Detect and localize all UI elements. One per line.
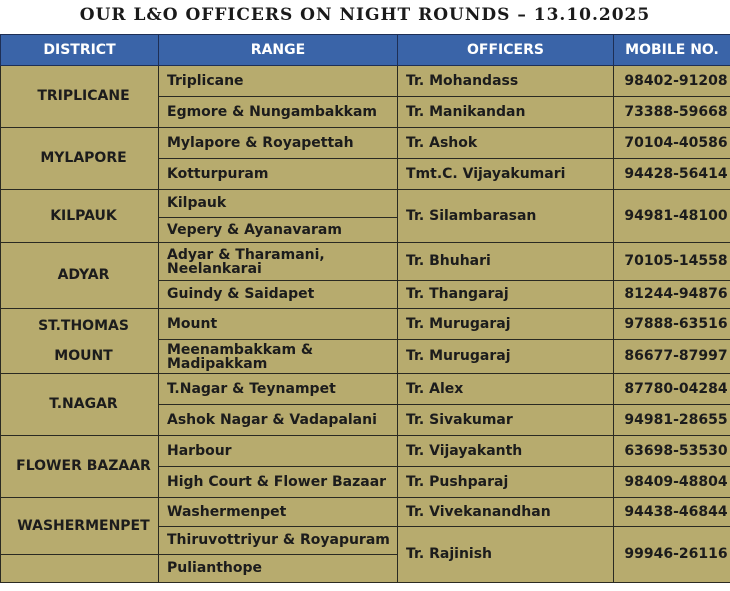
officer-cell: Tr. Sivakumar xyxy=(398,405,614,436)
table-row xyxy=(1,498,730,527)
mobile-cell: 70105-14558 xyxy=(614,243,730,281)
range-cell: T.Nagar & Teynampet xyxy=(159,374,398,405)
mobile-cell: 98402-91208 xyxy=(614,66,730,97)
officer-cell: Tr. Manikandan xyxy=(398,97,614,128)
range-cell: Harbour xyxy=(159,436,398,467)
mobile-cell: 94981-48100 xyxy=(614,190,730,243)
officer-cell: Tr. Vivekanandhan xyxy=(398,498,614,527)
table-row xyxy=(1,243,730,281)
range-cell: Kotturpuram xyxy=(159,159,398,190)
officer-cell: Tr. Mohandass xyxy=(398,66,614,97)
range-line: Meenambakkam & xyxy=(167,341,314,358)
table-row xyxy=(1,436,730,467)
mobile-cell: 94428-56414 xyxy=(614,159,730,190)
officer-cell: Tr. Vijayakanth xyxy=(398,436,614,467)
range-cell: Mount xyxy=(159,309,398,340)
header-district: DISTRICT xyxy=(1,35,159,66)
mobile-cell: 63698-53530 xyxy=(614,436,730,467)
range-cell: Vepery & Ayanavaram xyxy=(159,218,398,243)
range-cell: Thiruvottriyur & Royapuram xyxy=(159,527,398,555)
mobile-cell: 87780-04284 xyxy=(614,374,730,405)
header-officers: OFFICERS xyxy=(398,35,614,66)
range-cell: High Court & Flower Bazaar xyxy=(159,467,398,498)
mobile-cell: 97888-63516 xyxy=(614,309,730,340)
officer-cell: Tr. Murugaraj xyxy=(398,309,614,340)
officer-cell: Tr. Pushparaj xyxy=(398,467,614,498)
header-range: RANGE xyxy=(159,35,398,66)
district-cell: WASHERMENPET xyxy=(1,498,159,555)
range-cell xyxy=(159,243,398,281)
district-cell: KILPAUK xyxy=(1,190,159,243)
range-cell xyxy=(159,340,398,374)
mobile-cell: 70104-40586 xyxy=(614,128,730,159)
mobile-cell: 99946-26116 xyxy=(614,527,730,583)
officer-cell: Tr. Silambarasan xyxy=(398,190,614,243)
table-header-row xyxy=(1,35,730,66)
range-cell: Egmore & Nungambakkam xyxy=(159,97,398,128)
district-cell: FLOWER BAZAAR xyxy=(1,436,159,498)
range-cell: Washermenpet xyxy=(159,498,398,527)
range-cell: Triplicane xyxy=(159,66,398,97)
table-row xyxy=(1,190,730,218)
range-line: Madipakkam xyxy=(167,355,268,372)
mobile-cell: 94981-28655 xyxy=(614,405,730,436)
table-row xyxy=(1,374,730,405)
district-cell: MYLAPORE xyxy=(1,128,159,190)
mobile-cell: 98409-48804 xyxy=(614,467,730,498)
range-cell: Pulianthope xyxy=(159,555,398,583)
table-row xyxy=(1,128,730,159)
header-mobile: MOBILE NO. xyxy=(614,35,730,66)
officer-cell: Tr. Thangaraj xyxy=(398,281,614,309)
officer-cell: Tr. Alex xyxy=(398,374,614,405)
district-line: ST.THOMAS xyxy=(38,318,129,334)
table-row xyxy=(1,66,730,97)
range-cell: Mylapore & Royapettah xyxy=(159,128,398,159)
district-cell xyxy=(1,309,159,374)
range-cell: Guindy & Saidapet xyxy=(159,281,398,309)
range-cell: Ashok Nagar & Vadapalani xyxy=(159,405,398,436)
officers-table xyxy=(0,34,730,583)
officer-cell: Tr. Rajinish xyxy=(398,527,614,583)
page-title: OUR L&O OFFICERS ON NIGHT ROUNDS – 13.10.2025 xyxy=(79,5,651,25)
district-cell: T.NAGAR xyxy=(1,374,159,436)
mobile-cell: 86677-87997 xyxy=(614,340,730,374)
table-row xyxy=(1,309,730,340)
officer-cell: Tr. Murugaraj xyxy=(398,340,614,374)
officer-cell: Tmt.C. Vijayakumari xyxy=(398,159,614,190)
range-line: Adyar & Tharamani, xyxy=(167,246,325,263)
range-line: Neelankarai xyxy=(167,260,262,277)
range-cell: Kilpauk xyxy=(159,190,398,218)
district-cell-empty xyxy=(1,555,159,583)
mobile-cell: 81244-94876 xyxy=(614,281,730,309)
district-cell: ADYAR xyxy=(1,243,159,309)
mobile-cell: 94438-46844 xyxy=(614,498,730,527)
officer-cell: Tr. Ashok xyxy=(398,128,614,159)
officer-cell: Tr. Bhuhari xyxy=(398,243,614,281)
district-line: MOUNT xyxy=(54,348,113,364)
district-cell: TRIPLICANE xyxy=(1,66,159,128)
mobile-cell: 73388-59668 xyxy=(614,97,730,128)
